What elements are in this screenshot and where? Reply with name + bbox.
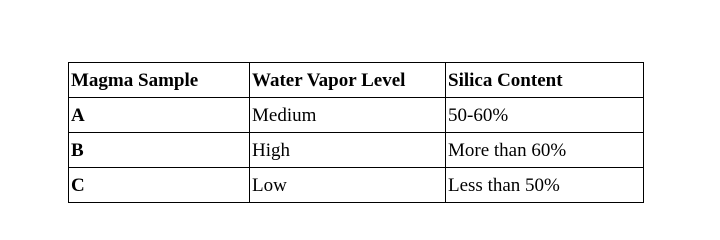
table-row	[69, 133, 644, 168]
magma-table-container	[68, 62, 644, 203]
column-header-silica-content: Silica Content	[446, 63, 644, 98]
table-row	[69, 168, 644, 203]
column-header-magma-sample: Magma Sample	[69, 63, 250, 98]
magma-properties-table	[68, 62, 644, 203]
cell-water-vapor-level: Low	[250, 168, 446, 203]
cell-magma-sample: A	[69, 98, 250, 133]
cell-magma-sample: B	[69, 133, 250, 168]
cell-silica-content: Less than 50%	[446, 168, 644, 203]
table-row	[69, 98, 644, 133]
cell-water-vapor-level: High	[250, 133, 446, 168]
table-header-row	[69, 63, 644, 98]
column-header-water-vapor-level: Water Vapor Level	[250, 63, 446, 98]
cell-silica-content: 50-60%	[446, 98, 644, 133]
cell-magma-sample: C	[69, 168, 250, 203]
cell-silica-content: More than 60%	[446, 133, 644, 168]
cell-water-vapor-level: Medium	[250, 98, 446, 133]
